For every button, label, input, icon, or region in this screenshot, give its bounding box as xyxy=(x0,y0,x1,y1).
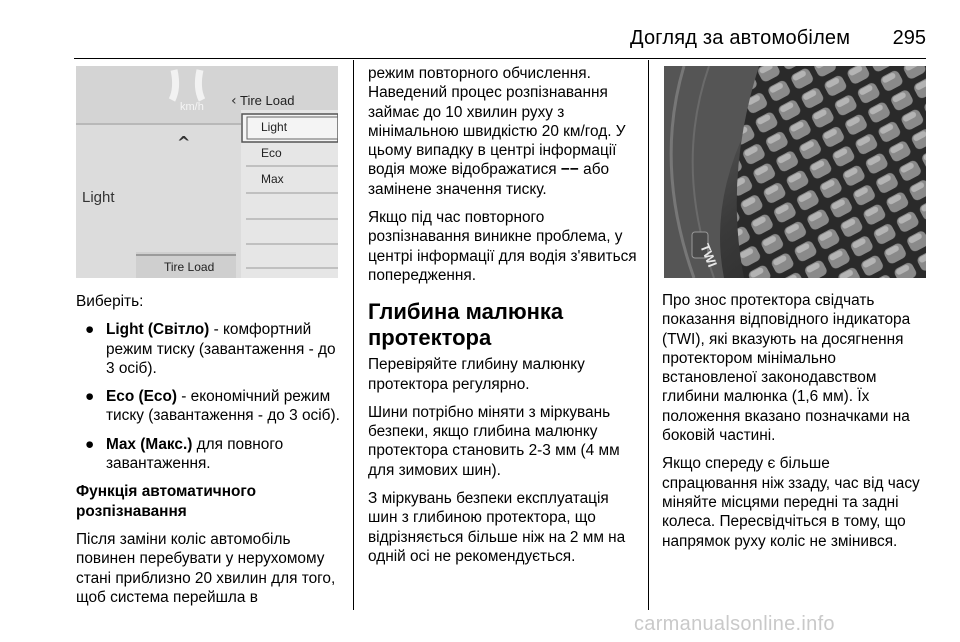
list-item xyxy=(76,320,346,378)
bullet-icon: ● xyxy=(85,435,95,453)
tire-load-display-image xyxy=(76,66,338,278)
paragraph: З міркувань безпеки експлуатація шин з глибиною протектора, що відрізняється більше ніж на 2 мм на одній осі не рекомендується. xyxy=(368,490,626,565)
paragraph: Після заміни коліс автомобіль повинен перебувати у нерухомому стані приблизно 20 хвилин для того, щоб система перейшла в xyxy=(76,530,336,606)
page-number: 295 xyxy=(892,27,926,49)
select-intro: Виберіть: xyxy=(76,293,144,310)
header-title: Догляд за автомобілем xyxy=(630,27,851,49)
load-options-list xyxy=(76,320,346,473)
watermark: carmanualsonline.info xyxy=(634,613,835,635)
auto-recognition-heading: Функція автоматичного розпізнавання xyxy=(76,483,257,520)
chevron-up-icon: ^ xyxy=(177,133,191,152)
option-term: Eco (Eco) xyxy=(106,388,177,406)
bullet-icon: ● xyxy=(85,321,95,339)
option-desc: для повного завантаження. xyxy=(106,435,284,473)
dash-symbol: −− xyxy=(560,161,579,179)
list-item xyxy=(76,435,346,474)
column-divider-left xyxy=(353,60,354,610)
paragraph-text: режим повторного обчислення. Наведений процес розпізнавання займає до 10 хвилин руху з мінімальною швидкістю 20 км/год. У цьому випадку в центрі інформації водія може відображатися xyxy=(368,65,626,179)
menu-item-max[interactable]: Max xyxy=(261,172,284,186)
list-item xyxy=(76,387,346,426)
tread-graphic xyxy=(664,66,926,278)
menu-item-eco[interactable]: Eco xyxy=(261,146,282,160)
speed-unit: km/h xyxy=(180,101,204,113)
current-load-label: Light xyxy=(82,189,115,206)
column-middle xyxy=(368,64,640,575)
paragraph xyxy=(368,64,640,199)
column-right xyxy=(662,291,928,560)
option-term: Light (Світло) xyxy=(106,321,210,339)
tread-wear-indicator-image xyxy=(664,66,926,278)
paragraph: Якщо спереду є більше спрацювання ніж ззаду, час від часу міняйте місцями передні та задні колеса. Пересвідчіться в тому, що напрямок руху коліс не змінився. xyxy=(662,455,920,550)
paragraph: Про знос протектора свідчать показання відповідного індикатора (TWI), які вказують на досягнення протектором мінімально встановленої законодавством глибини малюнка (1,6 мм). Їх положення вказано позначками на боковій частині. xyxy=(662,292,911,445)
option-desc: - економічний режим тиску (завантаження - до 3 осіб). xyxy=(106,388,340,425)
twi-label: TWI xyxy=(697,241,721,270)
paragraph: Перевіряйте глибину малюнку протектора регулярно. xyxy=(368,356,585,393)
column-left xyxy=(76,292,346,616)
column-divider-right xyxy=(648,60,649,610)
tire-load-back-label: Tire Load xyxy=(240,93,295,108)
paragraph: Якщо під час повторного розпізнавання виникне проблема, у центрі інформації для водія з'явиться попередження. xyxy=(368,209,637,284)
menu-item-light[interactable]: Light xyxy=(261,120,288,134)
header-rule xyxy=(74,58,926,59)
option-term: Max (Макс.) xyxy=(106,435,193,453)
section-heading: Глибина малюнка протектора xyxy=(368,299,564,351)
paragraph: Шини потрібно міняти з міркувань безпеки, якщо глибина малюнку протектора становить 2-3 мм (4 мм для зимових шин). xyxy=(368,403,620,479)
back-arrow-icon: ‹ xyxy=(231,93,237,109)
option-desc: - комфортний режим тиску (завантаження - до 3 осіб). xyxy=(106,321,336,377)
tire-load-display-graphic xyxy=(76,66,338,278)
tire-load-bottom-label: Tire Load xyxy=(164,260,215,274)
paragraph-text-end: або замінене значення тиску. xyxy=(368,161,610,198)
bullet-icon: ● xyxy=(85,388,95,406)
